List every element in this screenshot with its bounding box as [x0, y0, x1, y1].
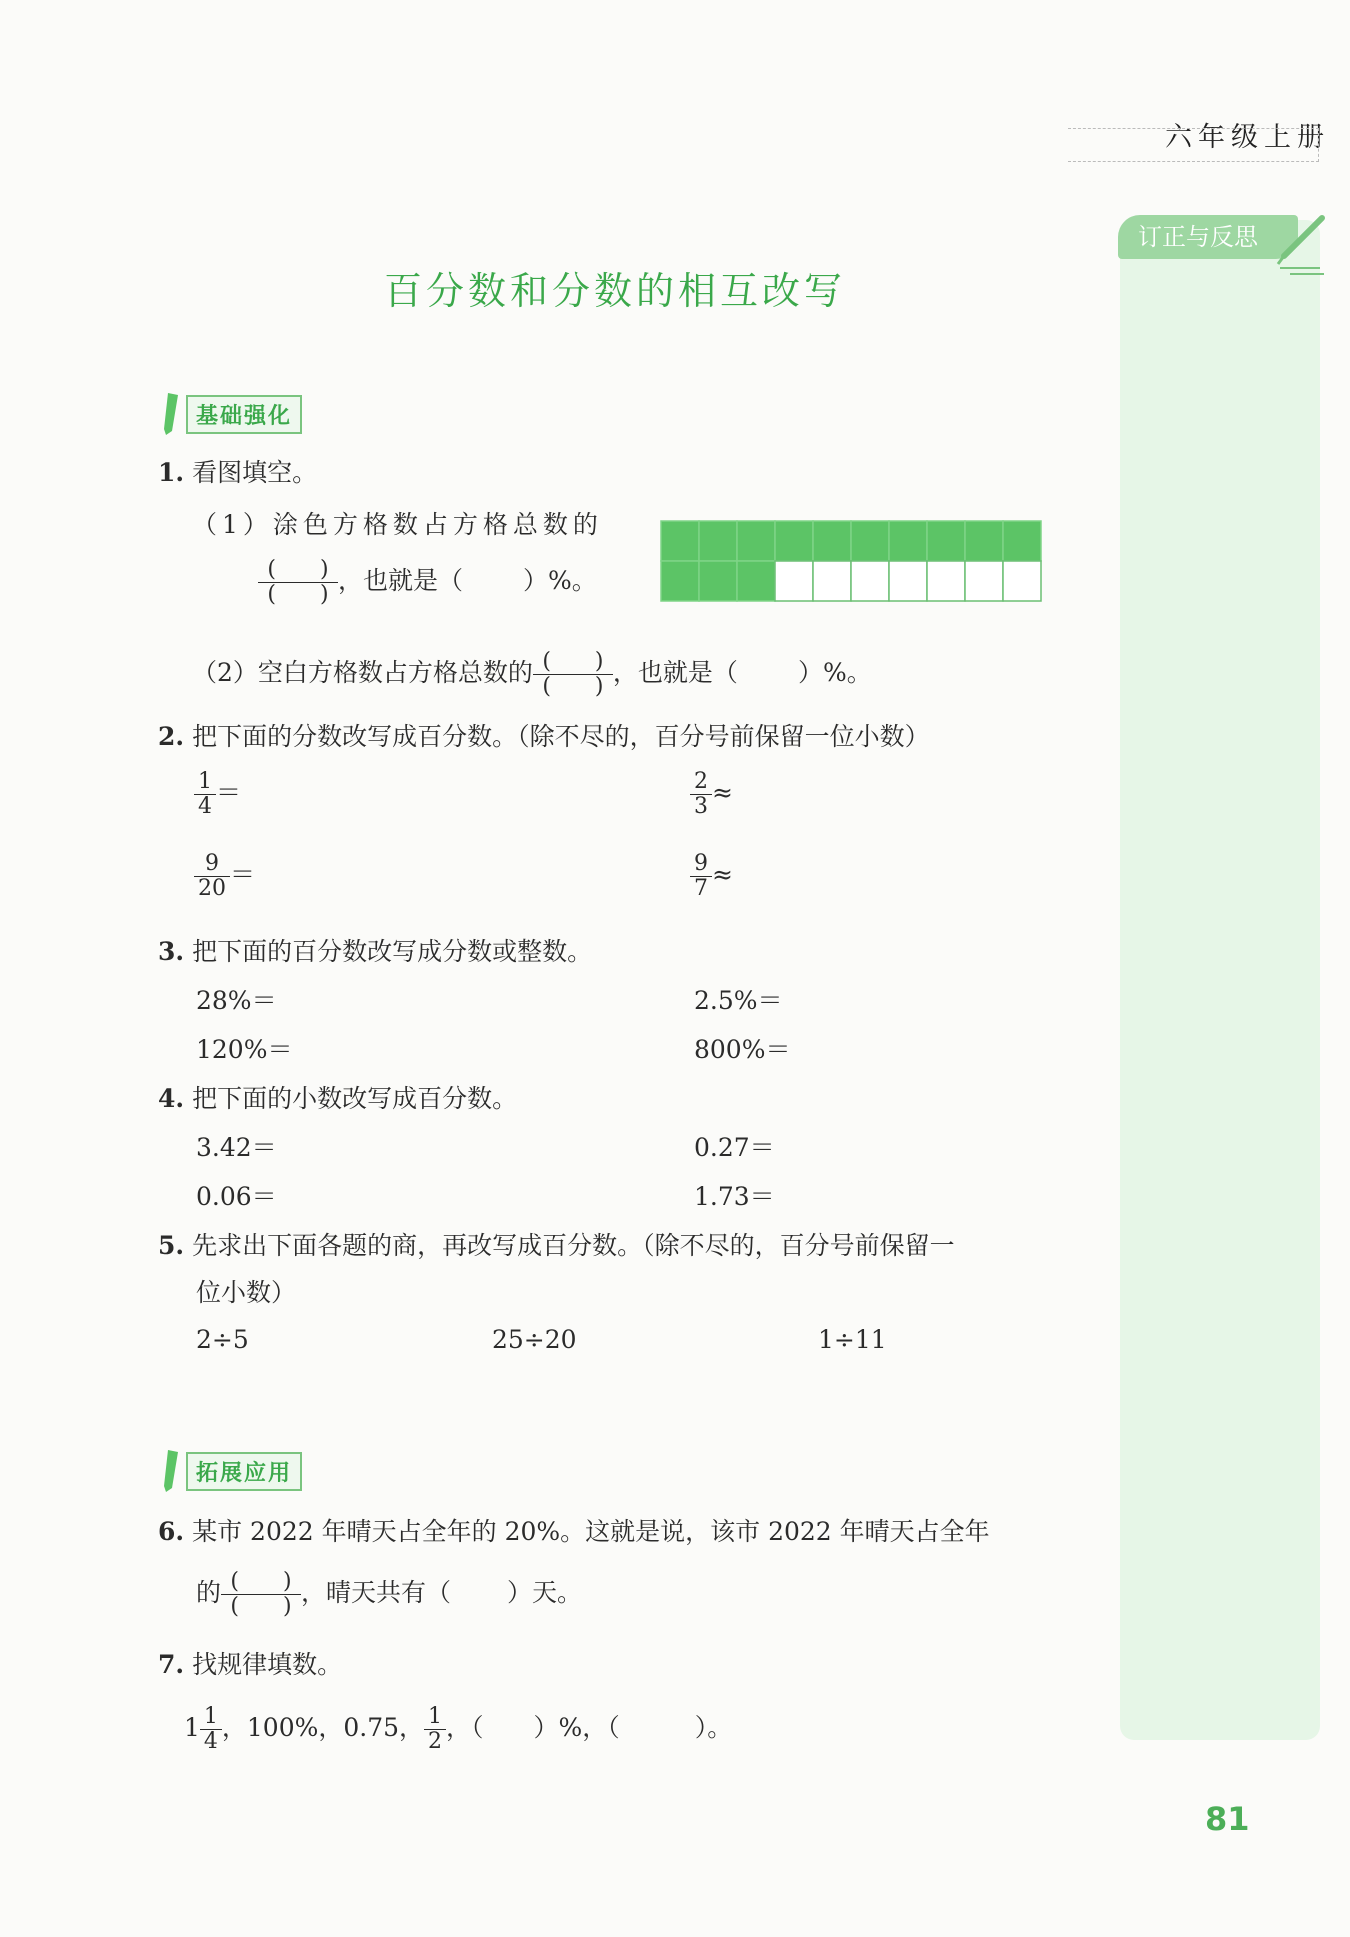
- q4-item: 3.42＝: [196, 1133, 277, 1162]
- question-5: 5. 先求出下面各题的商，再改写成百分数。（除不尽的，百分号前保留一: [158, 1231, 955, 1260]
- shaded-square: [889, 521, 927, 561]
- blank-square: [965, 561, 1003, 601]
- section-label: 拓展应用: [186, 1452, 302, 1491]
- blank-square: [775, 561, 813, 601]
- shaded-square: [699, 561, 737, 601]
- shaded-square: [737, 521, 775, 561]
- q4-item: 0.06＝: [196, 1182, 277, 1211]
- shaded-square: [661, 561, 699, 601]
- shaded-square: [1003, 521, 1041, 561]
- shaded-square: [661, 521, 699, 561]
- blank-square: [889, 561, 927, 601]
- section-extend: [160, 1452, 302, 1490]
- q1-part1-line1: （1）涂色方格数占方格总数的: [192, 510, 603, 539]
- q1-part1-line2: $\frac{( )}{( )}$ ，也就是（ ）%。: [258, 558, 597, 607]
- q3-item: 800%＝: [694, 1035, 791, 1064]
- grade-label: 六年级上册: [1165, 122, 1330, 153]
- q3-item: 2.5%＝: [694, 986, 783, 1015]
- shaded-square: [851, 521, 889, 561]
- answer-fraction[interactable]: $\frac{( )}{( )}$: [221, 1570, 301, 1619]
- reflection-tag: 订正与反思: [1118, 215, 1298, 259]
- answer-fraction[interactable]: $\frac{( )}{( )}$: [533, 650, 613, 699]
- q3-item: 28%＝: [196, 986, 277, 1015]
- page-title: 百分数和分数的相互改写: [383, 269, 846, 313]
- question-7: 7. 找规律填数。: [158, 1650, 343, 1679]
- question-1: 1. 看图填空。: [158, 458, 318, 487]
- shaded-square: [737, 561, 775, 601]
- question-5-line2: 位小数）: [196, 1278, 297, 1307]
- square-grid: [660, 520, 1050, 604]
- question-2: 2. 把下面的分数改写成百分数。（除不尽的，百分号前保留一位小数）: [158, 722, 930, 751]
- q3-item: 120%＝: [196, 1035, 293, 1064]
- shaded-square: [813, 521, 851, 561]
- question-3: 3. 把下面的百分数改写成分数或整数。: [158, 937, 593, 966]
- q5-item: 25÷20: [492, 1325, 577, 1354]
- q1-part2: （2）空白方格数占方格总数的 $\frac{( )}{( )}$ ，也就是（ ）%。: [192, 649, 872, 699]
- question-6: 6. 某市 2022 年晴天占全年的 20%。这就是说，该市 2022 年晴天占全年: [158, 1517, 990, 1546]
- q4-item: 1.73＝: [694, 1182, 775, 1211]
- q5-item: 1÷11: [818, 1325, 887, 1354]
- header-divider: [1068, 128, 1319, 162]
- section-label: 基础强化: [186, 395, 302, 434]
- blank-square: [1003, 561, 1041, 601]
- blank-square: [813, 561, 851, 601]
- shaded-square: [775, 521, 813, 561]
- pencil-icon: [1270, 210, 1330, 280]
- question-6-line2: 的 $\frac{( )}{( )}$ ，晴天共有（ ）天。: [196, 1569, 583, 1619]
- section-basic: [160, 395, 302, 433]
- q2-item-2: $\frac{2}{3}$ ≈: [690, 770, 733, 819]
- shaded-square: [699, 521, 737, 561]
- pencil-icon: [160, 391, 182, 437]
- answer-fraction[interactable]: $\frac{( )}{( )}$: [258, 558, 338, 607]
- page-number: 81: [1205, 1800, 1250, 1838]
- q7-sequence: 1 $\frac{1}{4}$ ，100%，0.75， $\frac{1}{2}$ ，（ ）%，（ ）。: [184, 1704, 733, 1754]
- q2-item-3: $\frac{9}{20}$ ＝: [194, 852, 255, 901]
- shaded-square: [927, 521, 965, 561]
- q4-item: 0.27＝: [694, 1133, 775, 1162]
- q2-item-4: $\frac{9}{7}$ ≈: [690, 852, 733, 901]
- pencil-icon: [160, 1448, 182, 1494]
- blank-square: [927, 561, 965, 601]
- blank-square: [851, 561, 889, 601]
- question-4: 4. 把下面的小数改写成百分数。: [158, 1084, 518, 1113]
- q2-item-1: $\frac{1}{4}$ ＝: [194, 770, 241, 819]
- q5-item: 2÷5: [196, 1325, 249, 1354]
- reflection-panel: [1120, 220, 1320, 1740]
- shaded-square: [965, 521, 1003, 561]
